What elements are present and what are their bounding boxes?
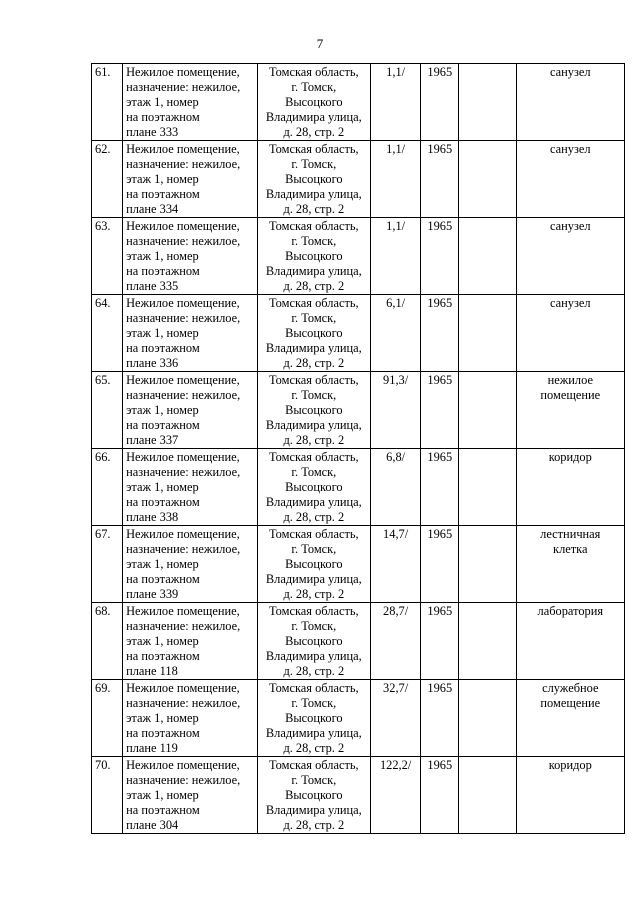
address-line: д. 28, стр. 2 (283, 125, 345, 139)
empty-cell (459, 218, 516, 295)
address-line: Высоцкого (285, 172, 343, 186)
purpose-cell (516, 372, 624, 449)
address-line: Высоцкого (285, 788, 343, 802)
purpose-line: лаборатория (537, 604, 604, 618)
address-line: Высоцкого (285, 557, 343, 571)
object-name-cell (123, 372, 258, 449)
purpose-line: нежилое (547, 373, 593, 387)
row-number-cell: 65. (92, 372, 123, 449)
year-cell: 1965 (421, 526, 459, 603)
object-name-line: на поэтажном (126, 187, 200, 201)
object-name-line: назначение: нежилое, (126, 542, 241, 556)
purpose-cell (516, 680, 624, 757)
address-line: д. 28, стр. 2 (283, 202, 345, 216)
address-line: г. Томск, (291, 157, 337, 171)
address-line: г. Томск, (291, 234, 337, 248)
object-name-cell (123, 295, 258, 372)
row-number-cell: 63. (92, 218, 123, 295)
object-name-line: этаж 1, номер (126, 326, 199, 340)
address-cell (257, 64, 370, 141)
object-name-cell (123, 141, 258, 218)
area-cell: 32,7/ (371, 680, 421, 757)
address-cell (257, 449, 370, 526)
empty-cell (459, 603, 516, 680)
object-name-cell (123, 526, 258, 603)
table-row (92, 603, 625, 680)
object-name-cell (123, 757, 258, 834)
row-number-cell: 66. (92, 449, 123, 526)
empty-cell (459, 372, 516, 449)
address-cell (257, 757, 370, 834)
address-cell (257, 603, 370, 680)
empty-cell (459, 141, 516, 218)
object-name-line: плане 118 (126, 664, 178, 678)
year-cell: 1965 (421, 372, 459, 449)
address-line: Владимира улица, (265, 495, 362, 509)
address-line: г. Томск, (291, 619, 337, 633)
object-name-line: назначение: нежилое, (126, 773, 241, 787)
area-cell: 1,1/ (371, 64, 421, 141)
object-name-line: плане 338 (126, 510, 179, 524)
year-cell: 1965 (421, 680, 459, 757)
row-number-cell: 61. (92, 64, 123, 141)
purpose-cell (516, 449, 624, 526)
object-name-line: Нежилое помещение, (126, 142, 240, 156)
table-row (92, 757, 625, 834)
table-row (92, 372, 625, 449)
purpose-cell (516, 757, 624, 834)
object-name-line: этаж 1, номер (126, 788, 199, 802)
purpose-line: санузел (550, 296, 591, 310)
address-cell (257, 141, 370, 218)
address-line: г. Томск, (291, 696, 337, 710)
object-name-cell (123, 218, 258, 295)
address-line: Высоцкого (285, 711, 343, 725)
address-line: Высоцкого (285, 480, 343, 494)
object-name-line: на поэтажном (126, 572, 200, 586)
purpose-cell (516, 603, 624, 680)
table-row (92, 64, 625, 141)
address-line: Высоцкого (285, 634, 343, 648)
object-name-line: плане 337 (126, 433, 179, 447)
row-number-cell: 68. (92, 603, 123, 680)
table-row (92, 218, 625, 295)
object-name-line: на поэтажном (126, 341, 200, 355)
empty-cell (459, 449, 516, 526)
year-cell: 1965 (421, 449, 459, 526)
address-line: Владимира улица, (265, 341, 362, 355)
area-cell: 91,3/ (371, 372, 421, 449)
property-register-table (91, 63, 625, 834)
year-cell: 1965 (421, 757, 459, 834)
address-line: д. 28, стр. 2 (283, 433, 345, 447)
area-cell: 6,1/ (371, 295, 421, 372)
address-line: г. Томск, (291, 388, 337, 402)
object-name-line: на поэтажном (126, 726, 200, 740)
table-row (92, 141, 625, 218)
year-cell: 1965 (421, 295, 459, 372)
address-line: д. 28, стр. 2 (283, 279, 345, 293)
object-name-line: Нежилое помещение, (126, 450, 240, 464)
address-cell (257, 526, 370, 603)
object-name-cell (123, 64, 258, 141)
purpose-line: помещение (540, 696, 601, 710)
object-name-line: на поэтажном (126, 264, 200, 278)
area-cell: 14,7/ (371, 526, 421, 603)
area-cell: 1,1/ (371, 218, 421, 295)
object-name-line: на поэтажном (126, 649, 200, 663)
object-name-line: этаж 1, номер (126, 403, 199, 417)
object-name-line: плане 335 (126, 279, 179, 293)
address-line: Томская область, (269, 65, 359, 79)
address-line: Владимира улица, (265, 264, 362, 278)
purpose-line: помещение (540, 388, 601, 402)
object-name-line: плане 333 (126, 125, 179, 139)
address-line: Томская область, (269, 681, 359, 695)
address-line: Томская область, (269, 604, 359, 618)
address-line: Томская область, (269, 296, 359, 310)
page-number: 7 (316, 36, 324, 51)
empty-cell (459, 295, 516, 372)
row-number-cell: 64. (92, 295, 123, 372)
address-line: д. 28, стр. 2 (283, 741, 345, 755)
address-line: Владимира улица, (265, 418, 362, 432)
table-row (92, 295, 625, 372)
object-name-cell (123, 680, 258, 757)
address-line: Томская область, (269, 758, 359, 772)
empty-cell (459, 680, 516, 757)
table-body (92, 64, 625, 834)
address-line: Томская область, (269, 450, 359, 464)
address-line: Владимира улица, (265, 726, 362, 740)
object-name-cell (123, 449, 258, 526)
address-line: Высоцкого (285, 403, 343, 417)
address-line: г. Томск, (291, 80, 337, 94)
address-line: г. Томск, (291, 542, 337, 556)
empty-cell (459, 526, 516, 603)
object-name-line: плане 339 (126, 587, 179, 601)
address-line: г. Томск, (291, 311, 337, 325)
object-name-line: Нежилое помещение, (126, 604, 240, 618)
purpose-cell (516, 295, 624, 372)
year-cell: 1965 (421, 603, 459, 680)
object-name-line: на поэтажном (126, 418, 200, 432)
purpose-cell (516, 64, 624, 141)
address-cell (257, 680, 370, 757)
row-number-cell: 70. (92, 757, 123, 834)
purpose-cell (516, 218, 624, 295)
address-line: г. Томск, (291, 773, 337, 787)
purpose-line: санузел (550, 65, 591, 79)
address-cell (257, 372, 370, 449)
object-name-line: Нежилое помещение, (126, 758, 240, 772)
area-cell: 1,1/ (371, 141, 421, 218)
table-row (92, 680, 625, 757)
object-name-line: Нежилое помещение, (126, 296, 240, 310)
address-line: д. 28, стр. 2 (283, 510, 345, 524)
purpose-line: служебное (542, 681, 599, 695)
object-name-line: плане 304 (126, 818, 179, 832)
address-line: Томская область, (269, 142, 359, 156)
address-line: Высоцкого (285, 95, 343, 109)
table-row (92, 449, 625, 526)
address-line: Томская область, (269, 373, 359, 387)
year-cell: 1965 (421, 141, 459, 218)
object-name-line: Нежилое помещение, (126, 373, 240, 387)
object-name-line: этаж 1, номер (126, 557, 199, 571)
address-line: Владимира улица, (265, 649, 362, 663)
address-line: д. 28, стр. 2 (283, 587, 345, 601)
object-name-line: назначение: нежилое, (126, 465, 241, 479)
area-cell: 6,8/ (371, 449, 421, 526)
object-name-line: назначение: нежилое, (126, 157, 241, 171)
object-name-line: на поэтажном (126, 495, 200, 509)
empty-cell (459, 64, 516, 141)
object-name-cell (123, 603, 258, 680)
object-name-line: этаж 1, номер (126, 480, 199, 494)
address-line: д. 28, стр. 2 (283, 818, 345, 832)
address-cell (257, 218, 370, 295)
object-name-line: назначение: нежилое, (126, 234, 241, 248)
empty-cell (459, 757, 516, 834)
area-cell: 28,7/ (371, 603, 421, 680)
purpose-cell (516, 141, 624, 218)
purpose-line: санузел (550, 142, 591, 156)
address-line: Владимира улица, (265, 110, 362, 124)
row-number-cell: 67. (92, 526, 123, 603)
row-number-cell: 69. (92, 680, 123, 757)
object-name-line: назначение: нежилое, (126, 619, 241, 633)
address-line: Томская область, (269, 527, 359, 541)
object-name-line: плане 334 (126, 202, 179, 216)
object-name-line: Нежилое помещение, (126, 219, 240, 233)
object-name-line: этаж 1, номер (126, 249, 199, 263)
purpose-line: лестничная (540, 527, 601, 541)
object-name-line: этаж 1, номер (126, 711, 199, 725)
object-name-line: плане 336 (126, 356, 179, 370)
object-name-line: плане 119 (126, 741, 178, 755)
address-line: Владимира улица, (265, 187, 362, 201)
address-line: Высоцкого (285, 326, 343, 340)
object-name-line: Нежилое помещение, (126, 65, 240, 79)
object-name-line: назначение: нежилое, (126, 80, 241, 94)
address-line: Владимира улица, (265, 572, 362, 586)
object-name-line: на поэтажном (126, 110, 200, 124)
object-name-line: этаж 1, номер (126, 634, 199, 648)
area-cell: 122,2/ (371, 757, 421, 834)
year-cell: 1965 (421, 64, 459, 141)
object-name-line: назначение: нежилое, (126, 388, 241, 402)
year-cell: 1965 (421, 218, 459, 295)
address-line: Томская область, (269, 219, 359, 233)
address-line: Высоцкого (285, 249, 343, 263)
address-line: д. 28, стр. 2 (283, 356, 345, 370)
object-name-line: назначение: нежилое, (126, 311, 241, 325)
object-name-line: этаж 1, номер (126, 172, 199, 186)
purpose-line: коридор (548, 450, 592, 464)
address-line: г. Томск, (291, 465, 337, 479)
object-name-line: назначение: нежилое, (126, 696, 241, 710)
row-number-cell: 62. (92, 141, 123, 218)
address-cell (257, 295, 370, 372)
purpose-line: санузел (550, 219, 591, 233)
table-row (92, 526, 625, 603)
object-name-line: Нежилое помещение, (126, 527, 240, 541)
address-line: Владимира улица, (265, 803, 362, 817)
purpose-line: коридор (548, 758, 592, 772)
object-name-line: Нежилое помещение, (126, 681, 240, 695)
object-name-line: на поэтажном (126, 803, 200, 817)
object-name-line: этаж 1, номер (126, 95, 199, 109)
purpose-cell (516, 526, 624, 603)
purpose-line: клетка (553, 542, 588, 556)
address-line: д. 28, стр. 2 (283, 664, 345, 678)
